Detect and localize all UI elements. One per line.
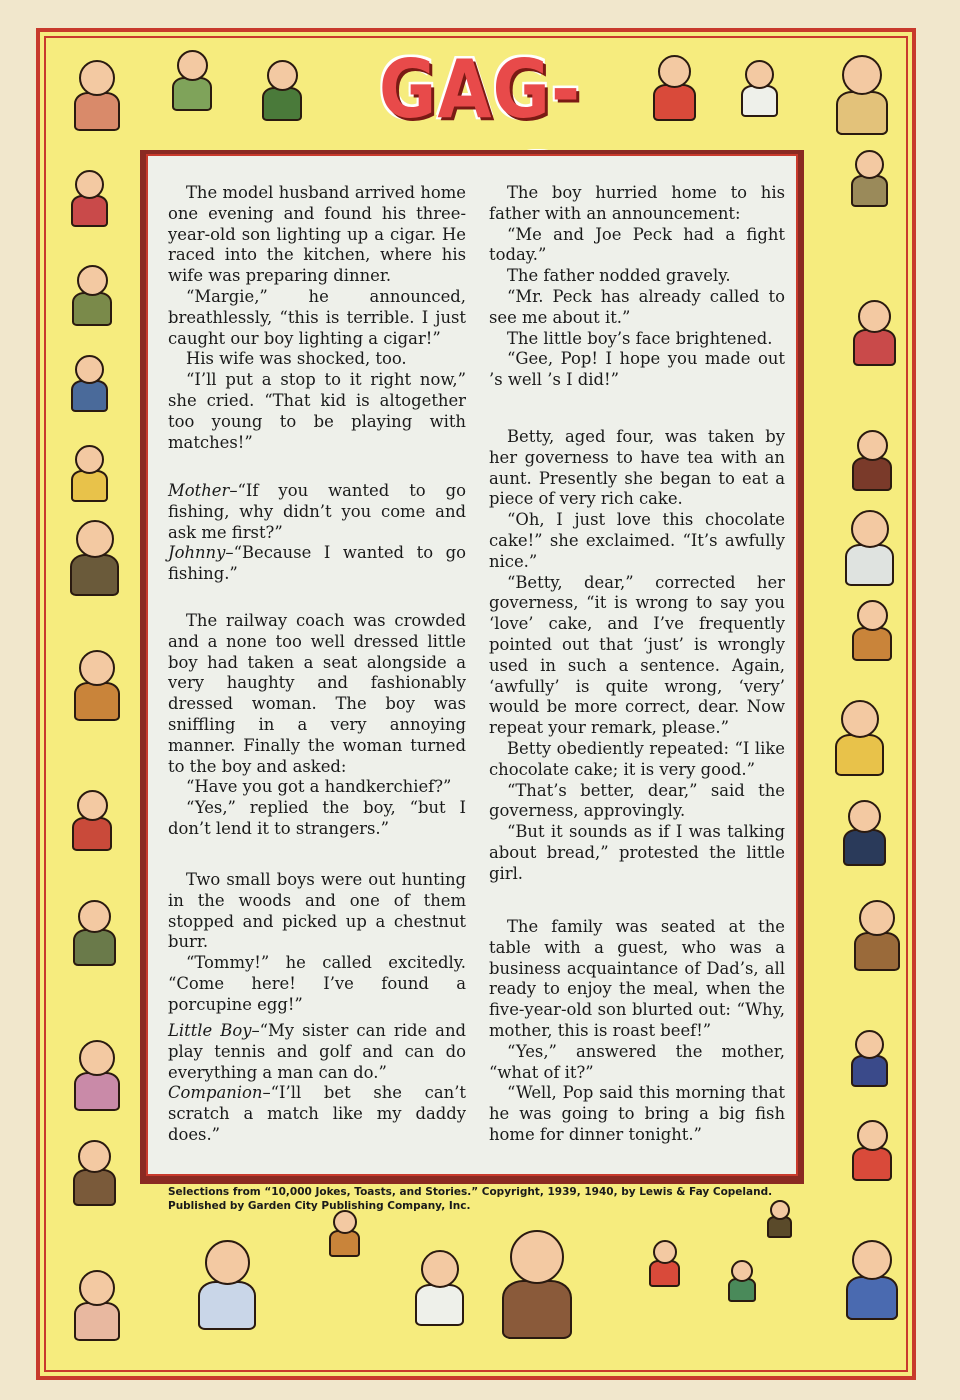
cartoon-character <box>60 445 115 500</box>
paragraph: “Yes,” answered the mother, “what of it?” <box>489 1041 785 1082</box>
paragraph: The father nodded gravely. <box>507 266 731 286</box>
cartoon-character <box>720 1260 760 1300</box>
cartoon-character <box>840 300 905 365</box>
cartoon-character <box>60 170 115 225</box>
cartoon-character <box>60 265 120 325</box>
paragraph: The model husband arrived home one evening and found his three-year-old son lighting up a cigar. He raced into the kitchen, where his wife was preparing dinner. <box>168 183 466 286</box>
paragraph: Two small boys were out hunting in the woods and one of them stopped and picked up a chestnut burr. <box>168 870 466 952</box>
dialogue-text: –“Because I wanted to go fishing.” <box>168 543 466 584</box>
paragraph: The little boy’s face brightened. <box>507 328 773 348</box>
joke-fishing <box>168 481 466 585</box>
paragraph: “Tommy!” he called excitedly. “Come here! I’ve found a porcupine egg!” <box>168 953 466 1014</box>
dialogue-text: –“If you wanted to go fishing, why didn’t you come and ask me first?” <box>168 481 466 542</box>
joke-fight <box>489 183 785 391</box>
paragraph: His wife was shocked, too. <box>186 349 407 369</box>
cartoon-character <box>60 650 130 720</box>
paragraph: Betty obediently repeated: “I like chocolate cake; it is very good.” <box>489 738 785 779</box>
speaker-label: Johnny <box>168 543 226 563</box>
joke-sister <box>168 1021 466 1146</box>
paragraph: “Mr. Peck has already called to see me about it.” <box>489 286 785 327</box>
cartoon-character <box>160 50 220 110</box>
cartoon-character <box>60 790 120 850</box>
cartoon-character <box>840 430 900 490</box>
cartoon-character <box>840 1030 895 1085</box>
cartoon-character <box>250 60 310 120</box>
cartoon-character <box>830 510 905 585</box>
dialogue-line <box>168 1083 466 1145</box>
cartoon-character <box>400 1250 475 1325</box>
cartoon-character <box>840 900 910 970</box>
cartoon-character <box>320 1210 365 1255</box>
paragraph: “Betty, dear,” corrected her governess, “it is wrong to say you ‘love’ cake, and I’ve frequently pointed out that ‘just’ is wrongly used in such a sentence. Again, ‘awfully’ is quite wrong, ‘very’ would be more correct, dear. Now repeat your remark, please.” <box>489 572 785 738</box>
dialogue-line <box>168 1021 466 1083</box>
cartoon-character <box>480 1230 590 1340</box>
cartoon-character <box>820 700 895 775</box>
paragraph: “But it sounds as if I was talking about bread,” protested the little girl. <box>489 822 785 883</box>
cartoon-character <box>840 1120 900 1180</box>
cartoon-character <box>840 150 895 205</box>
cartoon-character <box>60 1040 130 1110</box>
paragraph: “Margie,” he announced, breathlessly, “this is terrible. I just caught our boy lighting a cigar!” <box>168 286 466 348</box>
cartoon-character <box>60 1270 130 1340</box>
speaker-label: Companion <box>168 1083 263 1103</box>
cartoon-character <box>730 60 785 115</box>
paragraph: The boy hurried home to his father with an announcement: <box>489 183 785 223</box>
joke-roast-beef <box>489 917 785 1146</box>
paragraph: “Well, Pop said this morning that he was going to bring a big fish home for dinner tonight.” <box>489 1083 785 1144</box>
paragraph: Betty, aged four, was taken by her governess to have tea with an aunt. Presently she began to eat a piece of very rich cake. <box>489 427 785 509</box>
cartoon-character <box>60 355 115 410</box>
cartoon-character <box>640 55 705 120</box>
paragraph: “I’ll put a stop to it right now,” she cried. “That kid is altogether too young to be playing with matches!” <box>168 370 466 452</box>
cartoon-character <box>180 1240 270 1330</box>
title-banner <box>320 42 640 142</box>
paragraph: “Have you got a handkerchief?” <box>186 777 452 797</box>
paragraph: “That’s better, dear,” said the governess, approvingly. <box>489 780 785 821</box>
cartoon-character <box>830 800 895 865</box>
paragraph: “Gee, Pop! I hope you made out ’s well ’s I did!” <box>489 349 785 390</box>
paragraph: “Yes,” replied the boy, “but I don’t lend it to strangers.” <box>168 798 466 838</box>
paragraph: The family was seated at the table with a guest, who was a business acquaintance of Dad’s, all ready to enjoy the meal, when the five-year-old son blurted out: “Why, mother, this is roast beef!” <box>489 917 785 1040</box>
cartoon-character <box>60 1140 125 1205</box>
speaker-label: Mother <box>168 481 230 500</box>
joke-cigar <box>168 183 466 453</box>
dialogue-text: –“My sister can ride and play tennis and golf and can do everything a man can do.” <box>168 1021 466 1082</box>
dialogue-line <box>168 481 466 543</box>
cartoon-character <box>640 1240 685 1285</box>
joke-betty <box>489 427 785 885</box>
copyright-credit: Selections from “10,000 Jokes, Toasts, and Stories.” Copyright, 1939, 1940, by Lewis & Fay Copeland. Published by Garden City Publishing Company, Inc. <box>168 1186 773 1212</box>
cartoon-character <box>60 60 130 130</box>
page-title: GAG- <box>378 42 582 137</box>
cartoon-character <box>840 600 900 660</box>
speaker-label: Little Boy <box>168 1021 252 1040</box>
paragraph: “Me and Joe Peck had a fight today.” <box>489 224 785 265</box>
paragraph: The railway coach was crowded and a none too well dressed little boy had taken a seat alongside a very haughty and fashionably dressed woman. The boy was sniffling in a very annoying manner. Finally the woman turned to the boy and asked: <box>168 611 466 776</box>
cartoon-character <box>830 1240 910 1320</box>
cartoon-character <box>820 55 900 135</box>
joke-porcupine <box>168 870 466 1016</box>
paragraph: “Oh, I just love this chocolate cake!” she exclaimed. “It’s awfully nice.” <box>489 510 785 571</box>
dialogue-line <box>168 543 466 585</box>
cartoon-character <box>55 520 130 595</box>
cartoon-character <box>60 900 125 965</box>
dialogue-text: –“I’ll bet she can’t scratch a match like my daddy does.” <box>168 1083 466 1144</box>
joke-railway <box>168 611 466 840</box>
